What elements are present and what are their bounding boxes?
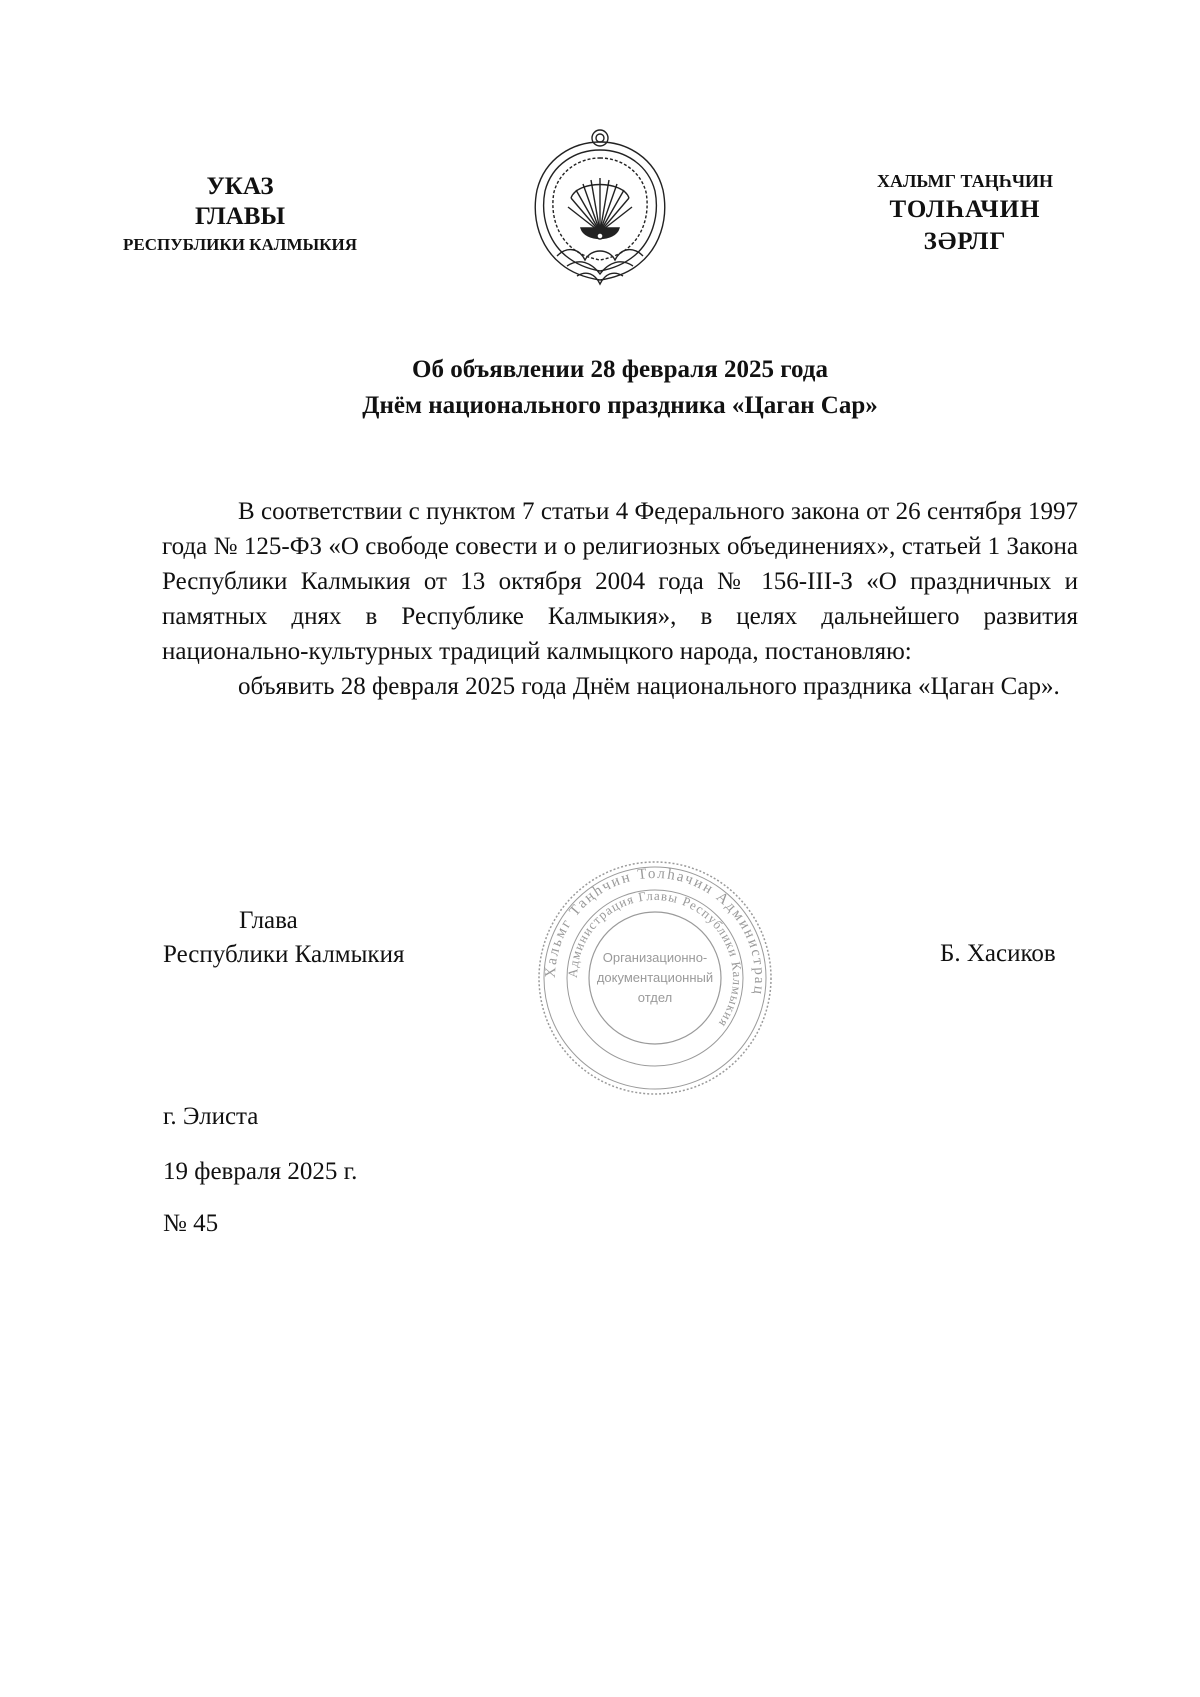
title-line2: Днём национального праздника «Цаган Сар» [362,392,878,419]
official-stamp [535,858,775,1098]
header-right-block [820,168,1110,258]
stamp-center-line3: отдел [637,990,673,1005]
document-city: г. Элиста [163,1103,259,1130]
title-line1: Об объявлении 28 февраля 2025 года [412,356,828,383]
signature-position-line1: Глава [239,907,298,934]
header-right-line1: ХАЛЬМГ ТАҢҺЧИН [876,171,1054,191]
body-paragraph-2: объявить 28 февраля 2025 года Днём национального праздника «Цаган Сар». [238,673,1060,700]
document-body [162,494,1078,704]
document-number: № 45 [163,1210,219,1237]
document-title [160,352,1080,424]
coat-of-arms-icon [527,128,673,296]
header-left-line3: РЕСПУБЛИКИ КАЛМЫКИЯ [122,235,358,254]
header-right-line2: ТОЛҺАЧИН [889,196,1041,223]
signatory-name: Б. Хасиков [940,940,1056,967]
body-paragraph-1: В соответствии с пунктом 7 статьи 4 Федерального закона от 26 сентября 1997 года № 125-ФЗ «О свободе совести и о религиозных объединениях», статьей 1 Закона Республики Калмыкия от 13 октября 2004 года № 156-III-З «О праздничных и памятных днях в Республике Калмыкия», в целях дальнейшего развития национально-культурных традиций калмыцкого народа, постановляю: [162,498,1078,665]
stamp-center-line1: Организационно- [602,950,708,965]
signature-position-line2: Республики Калмыкия [163,941,405,968]
header-left-line2: ГЛАВЫ [194,203,286,230]
header-right-line3: ЗӘРЛГ [923,228,1007,255]
header-left-line1: УКАЗ [206,173,274,200]
stamp-inner-ring-text: Администрация Главы Республики Калмыкия [564,887,746,1031]
document-date: 19 февраля 2025 г. [163,1158,358,1185]
signature-position [163,904,404,972]
stamp-center-line2: документационный [596,970,714,985]
header-left-block [80,172,400,258]
stamp-outer-text: Хальмг Таңһчин Толһачин Администрац [542,865,768,997]
